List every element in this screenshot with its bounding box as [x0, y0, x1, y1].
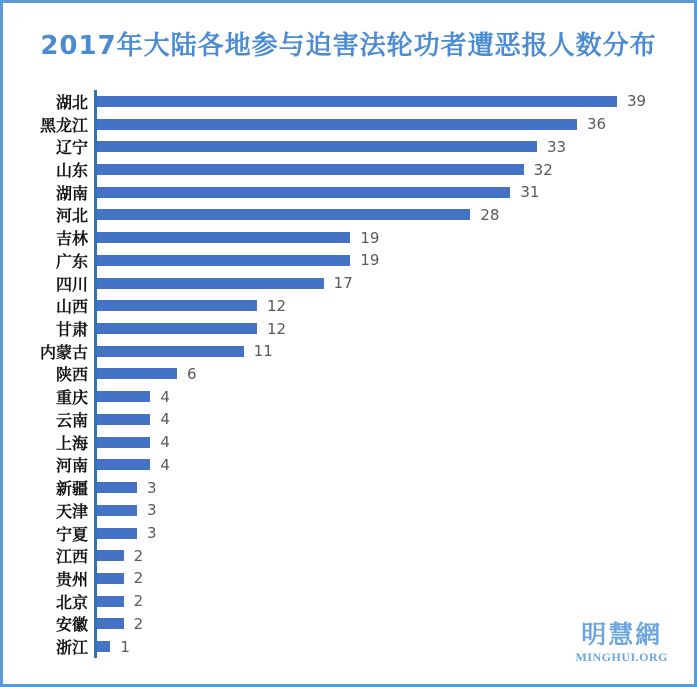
category-label: 甘肃: [55, 320, 88, 340]
bar-zone: [97, 501, 694, 519]
bar-row: [3, 499, 694, 522]
value-label: 12: [267, 319, 287, 338]
bar: [97, 596, 124, 607]
bar-zone: [97, 92, 694, 110]
bar-row: [3, 476, 694, 499]
category-label: 浙江: [55, 638, 88, 658]
bar: [97, 323, 257, 334]
category-label: 辽宁: [55, 138, 88, 158]
value-label: 32: [533, 160, 553, 179]
bar: [97, 232, 350, 243]
value-label: 4: [160, 410, 170, 429]
bar-row: [3, 522, 694, 545]
value-label: 33: [547, 137, 567, 156]
bar-rows-container: [3, 90, 694, 658]
bar: [97, 96, 617, 107]
chart-title: 2017年大陆各地参与迫害法轮功者遭恶报人数分布: [40, 31, 657, 61]
bar-row: [3, 590, 694, 613]
bar-row: [3, 454, 694, 477]
y-axis-line: [94, 90, 97, 658]
bar-row: [3, 317, 694, 340]
bar: [97, 368, 177, 379]
bar-row: [3, 567, 694, 590]
bar-row: [3, 226, 694, 249]
bar-row: [3, 385, 694, 408]
value-label: 19: [360, 228, 380, 247]
value-label: 6: [187, 364, 197, 383]
bar: [97, 550, 124, 561]
bar-zone: [97, 229, 694, 247]
bar-zone: [97, 433, 694, 451]
bar-row: [3, 113, 694, 136]
bar: [97, 437, 150, 448]
bar-row: [3, 340, 694, 363]
category-label: 湖北: [55, 92, 88, 112]
bar-row: [3, 363, 694, 386]
bar-row: [3, 135, 694, 158]
category-label: 北京: [55, 592, 88, 612]
bar-chart: [3, 90, 694, 658]
category-label: 内蒙古: [39, 342, 88, 362]
bar: [97, 164, 524, 175]
category-label: 云南: [55, 410, 88, 430]
category-label: 河南: [55, 456, 88, 476]
bar-zone: [97, 410, 694, 428]
bar-zone: [97, 479, 694, 497]
value-label: 3: [147, 478, 157, 497]
value-label: 12: [267, 296, 287, 315]
bar-zone: [97, 456, 694, 474]
value-label: 28: [480, 205, 500, 224]
value-label: 36: [587, 115, 607, 134]
value-label: 4: [160, 387, 170, 406]
bar: [97, 346, 244, 357]
bar-zone: [97, 115, 694, 133]
bar-row: [3, 158, 694, 181]
watermark-chinese-text: 明慧網: [581, 620, 663, 650]
bar: [97, 482, 137, 493]
category-label: 天津: [55, 501, 88, 521]
bar-row: [3, 408, 694, 431]
category-label: 黑龙江: [39, 115, 88, 135]
bar-zone: [97, 388, 694, 406]
category-label: 江西: [55, 547, 88, 567]
value-label: 2: [133, 569, 144, 588]
bar: [97, 505, 137, 516]
value-label: 39: [627, 92, 647, 111]
value-label: 4: [160, 433, 170, 452]
bar: [97, 119, 577, 130]
bar-zone: [97, 183, 694, 201]
bar-zone: [97, 297, 694, 315]
category-label: 重庆: [55, 388, 88, 408]
bar: [97, 278, 324, 289]
bar: [97, 573, 124, 584]
bar: [97, 209, 470, 220]
category-label: 宁夏: [55, 524, 88, 544]
bar-row: [3, 431, 694, 454]
value-label: 3: [147, 501, 157, 520]
category-label: 湖南: [55, 183, 88, 203]
value-label: 17: [333, 274, 353, 293]
bar-zone: [97, 206, 694, 224]
bar-zone: [97, 365, 694, 383]
bar-zone: [97, 547, 694, 565]
value-label: 2: [133, 592, 144, 611]
category-label: 吉林: [55, 229, 88, 249]
bar: [97, 414, 150, 425]
bar: [97, 459, 150, 470]
watermark-english-text: MINGHUI.ORG: [575, 649, 668, 664]
value-label: 4: [160, 455, 170, 474]
bar: [97, 528, 137, 539]
value-label: 11: [253, 342, 273, 361]
bar-zone: [97, 342, 694, 360]
value-label: 31: [520, 183, 540, 202]
bar-zone: [97, 569, 694, 587]
category-label: 山东: [55, 161, 88, 181]
bar-row: [3, 544, 694, 567]
bar-row: [3, 204, 694, 227]
bar: [97, 141, 537, 152]
bar-row: [3, 90, 694, 113]
value-label: 19: [360, 251, 380, 270]
bar-zone: [97, 251, 694, 269]
value-label: 1: [120, 637, 130, 656]
bar-row: [3, 272, 694, 295]
value-label: 2: [133, 614, 144, 633]
bar-zone: [97, 138, 694, 156]
bar: [97, 618, 124, 629]
bar-row: [3, 249, 694, 272]
category-label: 上海: [55, 433, 88, 453]
bar: [97, 300, 257, 311]
bar: [97, 255, 350, 266]
bar: [97, 187, 510, 198]
bar: [97, 641, 110, 652]
category-label: 贵州: [55, 569, 88, 589]
bar-row: [3, 294, 694, 317]
category-label: 新疆: [55, 479, 88, 499]
bar-zone: [97, 320, 694, 338]
bar-row: [3, 181, 694, 204]
value-label: 2: [133, 546, 144, 565]
category-label: 河北: [55, 206, 88, 226]
bar-zone: [97, 524, 694, 542]
bar-zone: [97, 274, 694, 292]
category-label: 安徽: [55, 615, 88, 635]
bar-zone: [97, 161, 694, 179]
category-label: 广东: [55, 251, 88, 271]
category-label: 山西: [55, 297, 88, 317]
bar-zone: [97, 592, 694, 610]
minghui-watermark: [576, 621, 669, 664]
bar: [97, 391, 150, 402]
category-label: 陕西: [55, 365, 88, 385]
category-label: 四川: [55, 274, 88, 294]
value-label: 3: [147, 524, 157, 543]
